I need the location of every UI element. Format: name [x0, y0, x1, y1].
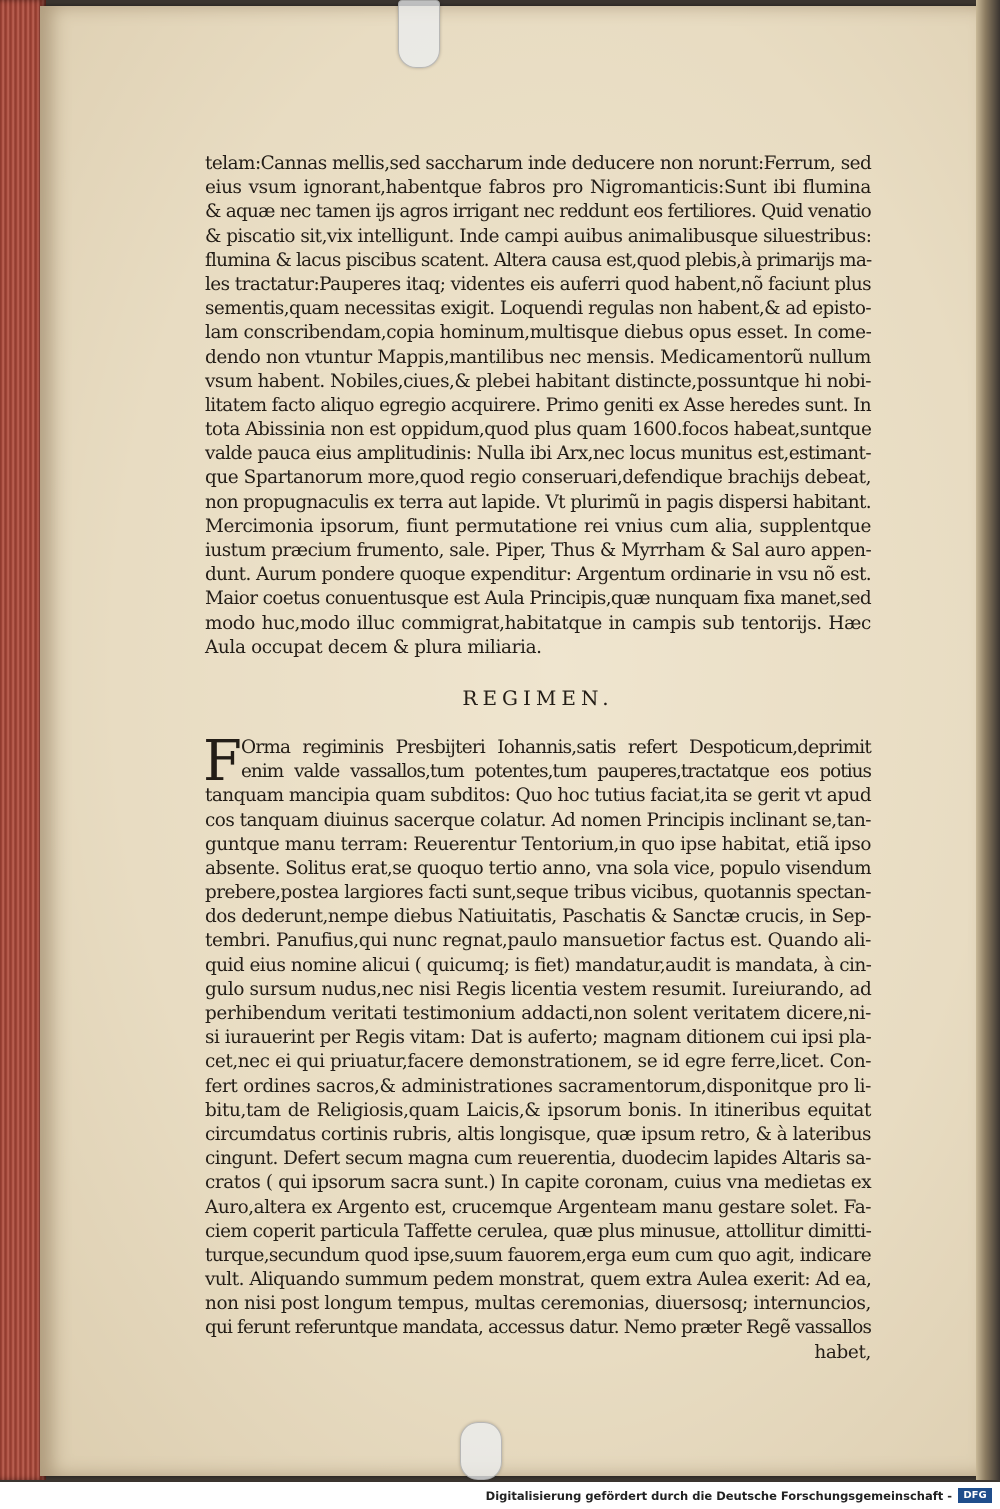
text-line: perhibendum veritati testimonium addacti,non solent veritatem dicere,ni-: [205, 1003, 871, 1024]
text-line: prebere,postea largiores facti sunt,seque tribus vicibus, quotannis spectan-: [205, 882, 871, 904]
text-line: sementis,quam necessitas exigit. Loquendi regulas non habent,& ad episto-: [205, 298, 871, 320]
text-line: quid eius nomine alicui ( quicumq; is fiet) mandatur,audit is mandata, à cin-: [205, 954, 872, 976]
text-line: cos tanquam diuinus sacerque colatur. Ad nomen Principis inclinant se,tan-: [205, 809, 871, 831]
text-line: & piscatio sit,vix intelligunt. Inde campi auibus animalibusque siluestribus:: [205, 225, 872, 247]
text-line: absente. Solitus erat,se quoquo tertio anno, vna sola vice, populo visendum: [205, 857, 871, 879]
text-line: vsum habent. Nobiles,ciues,& plebei habitant distincte,possuntque hi nobi-: [205, 370, 871, 392]
text-line: qui ferunt referuntque mandata, accessus datur. Nemo præter Regẽ vassallos: [205, 1317, 872, 1339]
top-page-clip: [398, 0, 440, 68]
text-line: litatem facto aliquo egregio acquirere. Primo geniti ex Asse heredes sunt. In: [205, 394, 871, 416]
footer-bar: [0, 1482, 1000, 1509]
text-line: tembri. Panufius,qui nunc regnat,paulo mansuetior factus est. Quando ali-: [205, 930, 871, 952]
text-line: tanquam mancipia quam subditos: Quo hoc tutius faciat,ita se gerit vt apud: [205, 785, 872, 807]
paragraph-1: [205, 152, 871, 660]
section-heading: REGIMEN.: [462, 685, 614, 710]
text-line: cingunt. Defert secum magna cum reuerentia, duodecim lapides Altaris sa-: [205, 1148, 871, 1170]
text-line: non propugnaculis ex terra aut lapide. Vt plurimũ in pagis dispersi habitant.: [205, 491, 872, 513]
text-line: enim valde vassallos,tum potentes,tum pauperes,tractatque eos potius: [241, 761, 871, 783]
text-line: lam conscribendam,copia hominum,multisque diebus opus esset. In come-: [205, 322, 872, 344]
text-line: turque,secundum quod ipse,suum fauorem,erga eum cum quo agit, indicare: [205, 1244, 871, 1266]
text-line: valde pauca eius amplitudinis: Nulla ibi Arx,nec locus munitus est,estimant-: [205, 443, 871, 465]
text-line: ciem coperit particula Taffette cerulea, quæ plus minusue, attollitur dimitti-: [205, 1220, 872, 1242]
text-line: telam:Cannas mellis,sed saccharum inde deducere non norunt:Ferrum, sed: [205, 153, 872, 174]
text-line: dos dederunt,nempe diebus Natiuitatis, Paschatis & Sanctæ crucis, in Sep-: [205, 906, 871, 928]
text-line: iustum præcium frumento, sale. Piper, Thus & Myrrham & Sal auro appen-: [205, 540, 872, 561]
paragraph-2: [203, 728, 872, 1341]
text-line: cet,nec ei qui priuatur,facere demonstrationem, se id egre ferre,licet. Con-: [205, 1051, 872, 1073]
text-line: eius vsum ignorant,habentque fabros pro Nigromanticis:Sunt ibi flumina: [205, 177, 871, 199]
text-line: gulo sursum nudus,nec nisi Regis licentia vestem resumit. Iureiurando, ad: [205, 978, 872, 1000]
page-text-block: [205, 152, 871, 1365]
text-line: si iurauerint per Regis vitam: Dat is auferto; magnam ditionem cui ipsi pla-: [205, 1027, 872, 1049]
text-line: bitu,tam de Religiosis,quam Laicis,& ipsorum bonis. In itineribus equitat: [205, 1099, 871, 1121]
book-gutter-edge: [976, 0, 1000, 1480]
text-line: tota Abissinia non est oppidum,quod plus quam 1600.focos habeat,suntque: [205, 419, 872, 441]
text-line: que Spartanorum more,quod regio conseruari,defendique brachijs debeat,: [205, 467, 871, 489]
text-line: Auro,altera ex Argento est, crucemque Argenteam manu gestare solet. Fa-: [205, 1196, 872, 1218]
dfg-logo: DFG: [958, 1488, 992, 1503]
text-line: dendo non vtuntur Mappis,mantilibus nec mensis. Medicamentorũ nullum: [205, 346, 871, 368]
text-line: guntque manu terram: Reuerentur Tentorium,in quo ipse habitat, etiã ipso: [205, 833, 871, 855]
text-line: & aquæ nec tamen ijs agros irrigant nec reddunt eos fertiliores. Quid venatio: [205, 201, 871, 223]
text-line: non nisi post longum tempus, multas ceremonias, diuersosq; internuncios,: [205, 1293, 871, 1315]
text-line: Maior coetus conuentusque est Aula Principis,quæ nunquam fixa manet,sed: [205, 588, 871, 610]
catchword: habet,: [814, 1341, 871, 1363]
text-line: modo huc,modo illuc commigrat,habitatque in campis sub tentorijs. Hæc: [205, 612, 871, 634]
text-line: flumina & lacus piscibus scatent. Altera causa est,quod plebis,à primarijs ma-: [205, 249, 872, 271]
funding-credit: Digitalisierung gefördert durch die Deutsche Forschungsgemeinschaft -: [485, 1489, 952, 1503]
text-line: vult. Aliquando summum pedem monstrat, quem extra Aulea exerit: Ad ea,: [205, 1269, 872, 1291]
bottom-page-clip: [460, 1422, 502, 1480]
text-line: Mercimonia ipsorum, fiunt permutatione rei vnius cum alia, supplentque: [205, 515, 871, 537]
text-line: fert ordines sacros,& administrationes sacramentorum,disponitque pro li-: [205, 1075, 871, 1097]
text-line: Orma regiminis Presbijteri Iohannis,satis refert Despoticum,deprimit: [241, 736, 871, 758]
text-line: Aula occupat decem & plura miliaria.: [205, 636, 542, 658]
text-line: dunt. Aurum pondere quoque expenditur: Argentum ordinarie in vsu nõ est.: [205, 564, 871, 586]
text-line: circumdatus cortinis rubris, altis longisque, quæ ipsum retro, & à lateribus: [205, 1123, 871, 1145]
drop-cap: F: [203, 728, 242, 794]
text-line: cratos ( qui ipsorum sacra sunt.) In capite coronam, cuius vna medietas ex: [205, 1172, 872, 1194]
text-line: les tractatur:Pauperes itaq; videntes eis auferri quod habent,nõ faciunt plus: [205, 273, 871, 295]
